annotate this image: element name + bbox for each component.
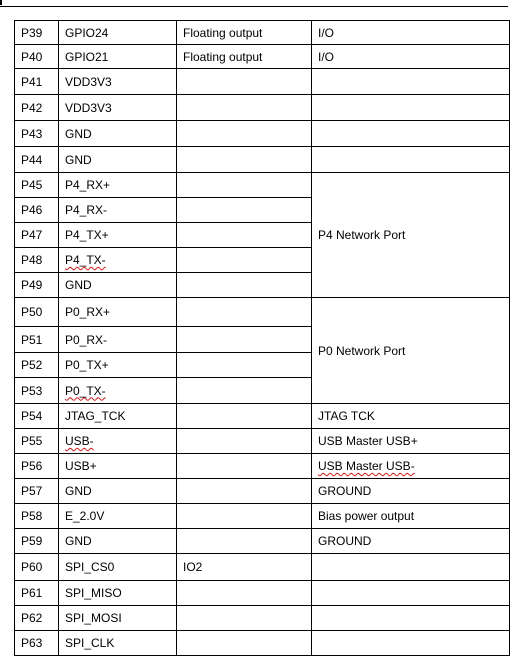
pin-number: P48 [15, 248, 59, 273]
table-row [15, 429, 510, 454]
pin-number: P40 [15, 45, 59, 69]
pin-name [59, 378, 177, 404]
pin-number: P53 [15, 378, 59, 404]
table-row [15, 95, 510, 121]
pin-function [177, 581, 312, 606]
pin-description [312, 454, 510, 479]
pin-name: SPI_CLK [59, 631, 177, 656]
pin-description: USB Master USB+ [312, 429, 510, 454]
pin-number: P61 [15, 581, 59, 606]
pin-description: Bias power output [312, 504, 510, 529]
pin-number: P41 [15, 69, 59, 95]
pin-number: P39 [15, 21, 59, 45]
pin-name: P4_RX+ [59, 173, 177, 198]
table-row [15, 121, 510, 147]
pin-description [312, 147, 510, 173]
pin-number: P42 [15, 95, 59, 121]
group-description-p4: P4 Network Port [312, 173, 510, 298]
pin-function [177, 198, 312, 223]
table-row [15, 298, 510, 327]
pin-number: P63 [15, 631, 59, 656]
pin-description: I/O [312, 45, 510, 69]
pin-function [177, 378, 312, 404]
pin-number: P57 [15, 479, 59, 504]
table-row [15, 554, 510, 581]
pin-function [177, 223, 312, 248]
pin-name: GND [59, 479, 177, 504]
pin-description [312, 121, 510, 147]
pin-name: SPI_MISO [59, 581, 177, 606]
table-row [15, 21, 510, 45]
pin-number: P54 [15, 404, 59, 429]
pin-description: GROUND [312, 529, 510, 554]
pin-name: USB+ [59, 454, 177, 479]
pin-name: GND [59, 147, 177, 173]
table-row [15, 173, 510, 198]
pin-function [177, 95, 312, 121]
group-description-p0: P0 Network Port [312, 298, 510, 404]
pin-number: P59 [15, 529, 59, 554]
pin-number: P52 [15, 353, 59, 378]
pin-function [177, 529, 312, 554]
table-row [15, 45, 510, 69]
pin-name: SPI_MOSI [59, 606, 177, 631]
pin-number: P56 [15, 454, 59, 479]
pin-number: P62 [15, 606, 59, 631]
pin-description [312, 631, 510, 656]
page-corner-mark [0, 0, 2, 5]
pin-name-text: P0_TX- [65, 383, 106, 398]
pin-name-text: P4_TX- [65, 253, 106, 267]
pin-function [177, 248, 312, 273]
pin-function [177, 404, 312, 429]
pin-number: P46 [15, 198, 59, 223]
pin-description [312, 69, 510, 95]
pin-function [177, 121, 312, 147]
pin-number: P47 [15, 223, 59, 248]
pin-name: SPI_CS0 [59, 554, 177, 581]
pin-name: JTAG_TCK [59, 404, 177, 429]
pin-description: GROUND [312, 479, 510, 504]
pin-name: GND [59, 121, 177, 147]
table-row [15, 69, 510, 95]
pin-description [312, 581, 510, 606]
pin-number: P58 [15, 504, 59, 529]
table-row [15, 581, 510, 606]
pin-function [177, 479, 312, 504]
pin-name: P0_RX+ [59, 298, 177, 327]
pin-name: P4_TX+ [59, 223, 177, 248]
page-header-rule [0, 6, 508, 7]
pin-name [59, 248, 177, 273]
pin-function [177, 69, 312, 95]
pin-name: VDD3V3 [59, 95, 177, 121]
pin-name: GND [59, 273, 177, 298]
pin-description [312, 606, 510, 631]
pin-name: E_2.0V [59, 504, 177, 529]
pin-name: P0_TX+ [59, 353, 177, 378]
pin-description [312, 95, 510, 121]
pin-function: Floating output [177, 45, 312, 69]
pin-function [177, 173, 312, 198]
pin-function: IO2 [177, 554, 312, 581]
pin-name: GPIO21 [59, 45, 177, 69]
pin-function [177, 454, 312, 479]
pin-name: VDD3V3 [59, 69, 177, 95]
pin-name: P4_RX- [59, 198, 177, 223]
pin-name: GPIO24 [59, 21, 177, 45]
pin-description-text: USB Master USB- [318, 459, 415, 473]
pin-number: P44 [15, 147, 59, 173]
pin-number: P55 [15, 429, 59, 454]
table-row [15, 147, 510, 173]
pin-number: P45 [15, 173, 59, 198]
pin-name [59, 429, 177, 454]
pin-number: P43 [15, 121, 59, 147]
pin-function [177, 353, 312, 378]
pin-number: P51 [15, 327, 59, 353]
pin-function [177, 327, 312, 353]
table-row [15, 631, 510, 656]
pin-name-text: USB- [65, 434, 94, 448]
pin-number: P60 [15, 554, 59, 581]
pin-definition-table [14, 20, 510, 656]
pin-function [177, 631, 312, 656]
table-row [15, 454, 510, 479]
pin-function [177, 298, 312, 327]
pin-function: Floating output [177, 21, 312, 45]
pin-number: P50 [15, 298, 59, 327]
pin-function [177, 273, 312, 298]
pin-function [177, 147, 312, 173]
pin-number: P49 [15, 273, 59, 298]
pin-name: GND [59, 529, 177, 554]
table-row [15, 529, 510, 554]
pin-description: JTAG TCK [312, 404, 510, 429]
table-row [15, 479, 510, 504]
pin-function [177, 504, 312, 529]
table-row [15, 404, 510, 429]
pin-name: P0_RX- [59, 327, 177, 353]
pin-description: I/O [312, 21, 510, 45]
table-row [15, 504, 510, 529]
table-row [15, 606, 510, 631]
pin-function [177, 606, 312, 631]
pin-description [312, 554, 510, 581]
pin-function [177, 429, 312, 454]
